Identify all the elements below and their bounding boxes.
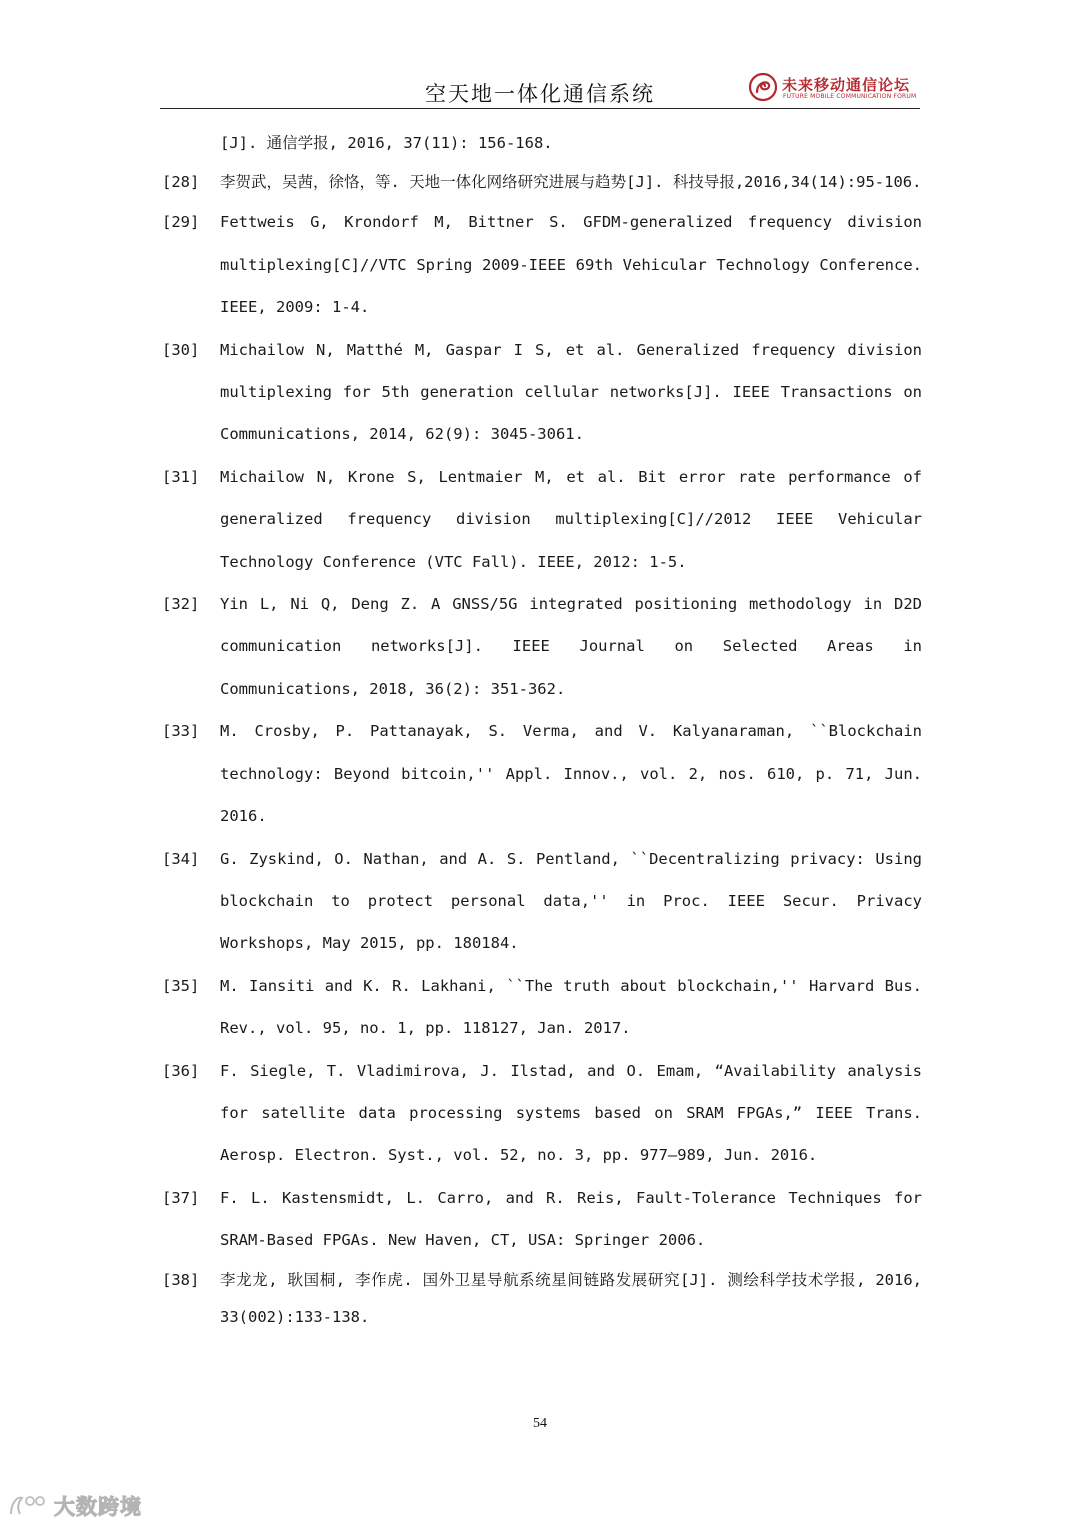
reference-item <box>162 456 922 583</box>
page-number: 54 <box>533 1416 547 1431</box>
forum-logo <box>748 72 928 106</box>
reference-number: [32] <box>162 595 200 614</box>
reference-text: G. Zyskind, O. Nathan, and A. S. Pentland, ``Decentralizing privacy: Using blockchain to protect personal data,'' in Proc. IEEE Secur. Privacy Workshops, May 2015, pp. 180184. <box>220 849 922 953</box>
reference-text: Michailow N, Krone S, Lentmaier M, et al. Bit error rate performance of generalized frequency division multiplexing[C]//2012 IEEE Vehicular Technology Conference (VTC Fall). IEEE, 2012: 1-5. <box>220 467 922 571</box>
reference-number: [31] <box>162 467 200 486</box>
reference-item <box>162 583 922 710</box>
reference-text: M. Iansiti and K. R. Lakhani, ``The truth about blockchain,'' Harvard Bus. Rev., vol. 95, no. 1, pp. 118127, Jan. 2017. <box>220 976 922 1038</box>
reference-item <box>162 1262 922 1336</box>
logo-chinese-name: 未来移动通信论坛 <box>782 76 911 94</box>
reference-text: Yin L, Ni Q, Deng Z. A GNSS/5G integrated positioning methodology in D2D communication networks[J]. IEEE Journal on Selected Areas in Communications, 2018, 36(2): 351-362. <box>220 595 922 698</box>
reference-number: [29] <box>162 213 200 232</box>
reference-number: [28] <box>162 173 200 192</box>
watermark-text: 大数跨境 <box>54 1495 142 1519</box>
reference-item <box>162 710 922 837</box>
reference-text: 李龙龙, 耿国桐, 李作虎. 国外卫星导航系统星间链路发展研究[J]. 测绘科学技术学报, 2016, 33(002):133-138. <box>220 1270 922 1326</box>
reference-item <box>162 201 922 328</box>
reference-number: [37] <box>162 1188 200 1207</box>
reference-text: F. L. Kastensmidt, L. Carro, and R. Reis, Fault-Tolerance Techniques for SRAM-Based FPGAs. New Haven, CT, USA: Springer 2006. <box>220 1188 922 1250</box>
reference-number: [38] <box>162 1270 200 1289</box>
logo-english-name: FUTURE MOBILE COMMUNICATION FORUM <box>783 93 917 100</box>
reference-text: F. Siegle, T. Vladimirova, J. Ilstad, and O. Emam, “Availability analysis for satellite data processing systems based on SRAM FPGAs,” IEEE Trans. Aerosp. Electron. Syst., vol. 52, no. 3, pp. 977–989, Jun. 2016. <box>220 1061 922 1165</box>
reference-item <box>162 1177 922 1262</box>
reference-text: 李贺武，吴茜，徐恪，等. 天地一体化网络研究进展与趋势[J]. 科技导报,2016,34(14):95-106. <box>220 173 922 192</box>
reference-number: [34] <box>162 849 200 868</box>
page-header-title: 空天地一体化通信系统 <box>425 82 655 106</box>
reference-number: [36] <box>162 1061 200 1080</box>
reference-item <box>162 1050 922 1177</box>
reference-item <box>162 838 922 965</box>
reference-text: Michailow N, Matthé M, Gaspar I S, et al. Generalized frequency division multiplexing for 5th generation cellular networks[J]. IEEE Transactions on Communications, 2014, 62(9): 3045-3061. <box>220 340 922 444</box>
watermark <box>8 1488 142 1524</box>
reference-item <box>162 329 922 456</box>
reference-number: [35] <box>162 976 200 995</box>
reference-number: [30] <box>162 340 200 359</box>
reference-text: Fettweis G, Krondorf M, Bittner S. GFDM-generalized frequency division multiplexing[C]//VTC Spring 2009-IEEE 69th Vehicular Technology Conference. IEEE, 2009: 1-4. <box>220 213 922 317</box>
reference-item <box>162 122 922 164</box>
reference-item <box>162 164 922 201</box>
header-divider <box>160 108 920 109</box>
reference-item <box>162 965 922 1050</box>
watermark-logo-icon <box>8 1492 50 1520</box>
reference-number: [33] <box>162 722 200 741</box>
reference-list <box>162 122 922 1336</box>
reference-text: [J]. 通信学报, 2016, 37(11): 156-168. <box>220 134 553 152</box>
reference-text: M. Crosby, P. Pattanayak, S. Verma, and V. Kalyanaraman, ``Blockchain technology: Beyond bitcoin,'' Appl. Innov., vol. 2, nos. 610, p. 71, Jun. 2016. <box>220 722 922 826</box>
forum-logo-icon <box>748 72 778 102</box>
